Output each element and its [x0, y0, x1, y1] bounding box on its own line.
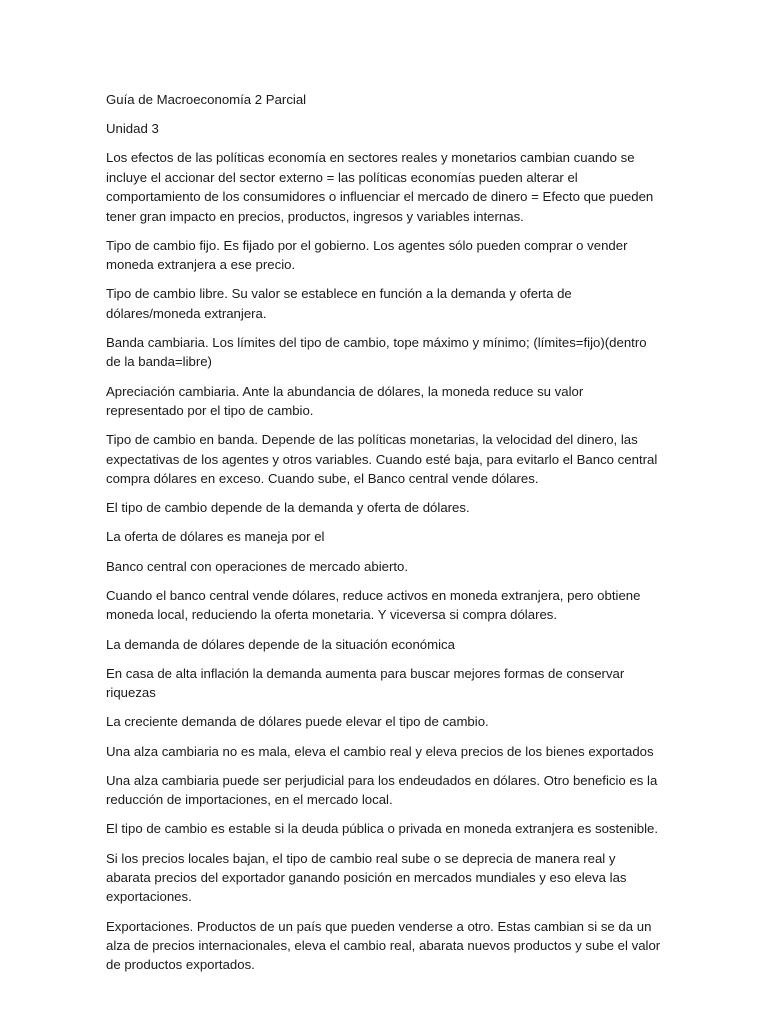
paragraph: Los efectos de las políticas economía en sectores reales y monetarios cambian cuando se incluye el accionar del sector externo = las políticas economías pueden alterar el comportamiento de los consumidores o influenciar el mercado de dinero = Efecto que pueden tener gran impacto en precios, productos, ingresos y variables internas. — [106, 150, 654, 224]
paragraph: Si los precios locales bajan, el tipo de cambio real sube o se deprecia de manera real y abarata precios del exportador ganando posición en mercados mundiales y eso eleva las exportaciones. — [106, 850, 627, 905]
document-body — [106, 90, 662, 985]
paragraph: Tipo de cambio libre. Su valor se establece en función a la demanda y oferta de dólares/moneda extranjera. — [106, 286, 572, 321]
paragraph: El tipo de cambio depende de la demanda y oferta de dólares. — [106, 500, 470, 516]
paragraph: La demanda de dólares depende de la situación económica — [106, 636, 455, 652]
paragraph: La creciente demanda de dólares puede elevar el tipo de cambio. — [106, 714, 489, 730]
document-title: Guía de Macroeconomía 2 Parcial — [106, 92, 307, 107]
paragraph: Una alza cambiaria puede ser perjudicial para los endeudados en dólares. Otro beneficio es la reducción de importaciones, en el mercado local. — [106, 772, 658, 808]
paragraph: El tipo de cambio es estable si la deuda pública o privada en moneda extranjera es sostenible. — [106, 821, 659, 837]
paragraph: En casa de alta inflación la demanda aumenta para buscar mejores formas de conservar riquezas — [106, 665, 625, 701]
paragraph: Tipo de cambio en banda. Depende de las políticas monetarias, la velocidad del dinero, las expectativas de los agentes y otros variables. Cuando esté baja, para evitarlo el Banco central compra dólares en exceso. Cuando sube, el Banco central vende dólares. — [106, 432, 658, 487]
paragraph: Apreciación cambiaria. Ante la abundancia de dólares, la moneda reduce su valor representado por el tipo de cambio. — [106, 383, 584, 419]
paragraph: Banda cambiaria. Los límites del tipo de cambio, tope máximo y mínimo; (límites=fijo)(dentro de la banda=libre) — [106, 335, 647, 370]
paragraph: Una alza cambiaria no es mala, eleva el cambio real y eleva precios de los bienes exportados — [106, 743, 654, 759]
paragraph: Tipo de cambio fijo. Es fijado por el gobierno. Los agentes sólo pueden comprar o vender moneda extranjera a ese precio. — [106, 237, 628, 273]
unit-heading: Unidad 3 — [106, 121, 159, 137]
paragraph: La oferta de dólares es maneja por el — [106, 529, 325, 545]
paragraph: Exportaciones. Productos de un país que pueden venderse a otro. Estas cambian si se da un alza de precios internacionales, eleva el cambio real, abarata nuevos productos y sube el valor de productos exportados. — [106, 918, 661, 973]
paragraph: Banco central con operaciones de mercado abierto. — [106, 558, 409, 574]
paragraph: Cuando el banco central vende dólares, reduce activos en moneda extranjera, pero obtiene moneda local, reduciendo la oferta monetaria. Y viceversa si compra dólares. — [106, 587, 641, 623]
